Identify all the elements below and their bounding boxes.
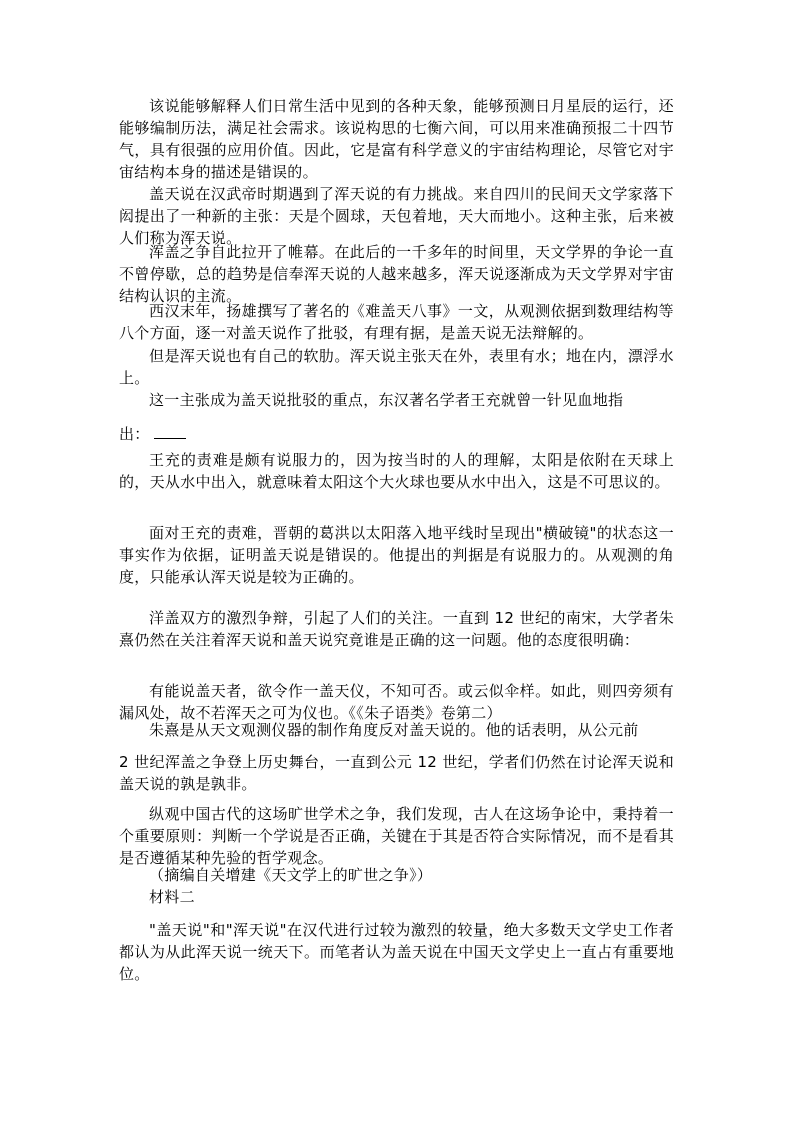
paragraph-11: 朱熹是从天文观测仪器的制作角度反对盖天说的。他的话表明，从公元前: [149, 721, 639, 739]
paragraph-9: 面对王充的责难，晋朝的葛洪以太阳落入地平线时呈现出"横破镜"的状态这一事实作为依据，证明盖天说是错误的。他提出的判据是有说服力的。从观测的角度，只能承认浑天说是较为正确的。: [119, 524, 674, 586]
paragraph-12: 2 世纪浑盖之争登上历史舞台，一直到公元 12 世纪，学者们仍然在讨论浑天说和盖天说的孰是孰非。: [119, 753, 674, 793]
material-two-heading: 材料二: [149, 888, 195, 906]
source-citation: （摘编自关增建《天文学上的旷世之争》）: [149, 866, 433, 884]
paragraph-8: 王充的责难是颇有说服力的，因为按当时的人的理解，太阳是依附在天球上的，天从水中出入，就意味着太阳这个大火球也要从水中出入，这是不可思议的。: [119, 451, 674, 491]
fill-in-blank: [154, 426, 186, 439]
paragraph-4: 西汉末年，扬雄撰写了著名的《难盖天八事》一文，从观测依据到数理结构等八个方面，逐一对盖天说作了批驳，有理有据，是盖天说无法辩解的。: [119, 302, 674, 342]
paragraph-13: 纵观中国古代的这场旷世学术之争，我们发现，古人在这场争论中，秉持着一个重要原则：判断一个学说是否正确，关键在于其是否符合实际情况，而不是看其是否遵循某种先验的哲学观念。: [119, 805, 674, 867]
paragraph-14: "盖天说"和"浑天说"在汉代进行过较为激烈的较量，绝大多数天文学史工作者都认为从此浑天说一统天下。而笔者认为盖天说在中国天文学史上一直占有重要地位。: [119, 921, 674, 983]
paragraph-1: 该说能够解释人们日常生活中见到的各种天象，能够预测日月星辰的运行，还能够编制历法，满足社会需求。该说构思的七衡六间，可以用来准确预报二十四节气，具有很强的应用价值。因此，它是富有科学意义的宇宙结构理论，尽管它对宇宙结构本身的描述是错误的。: [119, 97, 674, 181]
paragraph-6: 这一主张成为盖天说批驳的重点，东汉著名学者王充就曾一针见血地指: [149, 391, 624, 409]
quotation-zhuxi: 有能说盖天者，欲令作一盖天仪，不知可否。或云似伞样。如此，则四旁须有漏风处，故不若浑天之可为仪也。《《朱子语类》卷第二）: [119, 682, 674, 722]
paragraph-2: 盖天说在汉武帝时期遇到了浑天说的有力挑战。来自四川的民间天文学家落下闳提出了一种新的主张：天是个圆球，天包着地，天大而地小。这种主张，后来被人们称为浑天说。: [119, 185, 674, 247]
blank-prefix: 出：: [119, 425, 150, 443]
paragraph-10: 洋盖双方的激烈争辩，引起了人们的关注。一直到 12 世纪的南宋，大学者朱熹仍然在关注着浑天说和盖天说究竟谁是正确的这一问题。他的态度很明确：: [119, 609, 674, 649]
paragraph-5: 但是浑天说也有自己的软肋。浑天说主张天在外，表里有水；地在内，漂浮水上。: [119, 347, 674, 387]
paragraph-7: [119, 423, 674, 445]
paragraph-3: 浑盖之争自此拉开了帷幕。在此后的一千多年的时间里，天文学界的争论一直不曾停歇，总的趋势是信奉浑天说的人越来越多，浑天说逐渐成为天文学界对宇宙结构认识的主流。: [119, 243, 674, 305]
